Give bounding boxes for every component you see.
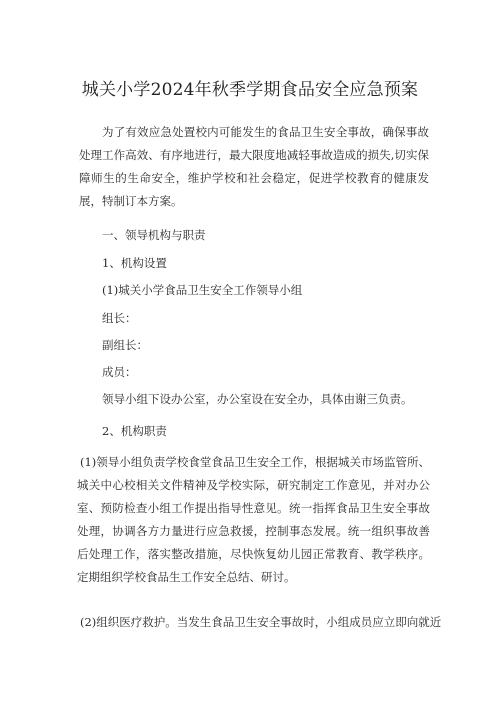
document-title: 城关小学2024年秋季学期食品安全应急预案 (81, 80, 419, 100)
intro-paragraph: 为了有效应急处置校内可能发生的食品卫生安全事故，确保事故处理工作高效、有序地进行，最大限度地减轻事故造成的损失,切实保障师生的生命安全，维护学校和社会稳定，促进学校教育的健康发展，特制订本方案。 (79, 125, 429, 208)
office-note: 领导小组下设办公室，办公室设在安全办，具体由谢三负责。 (102, 392, 413, 406)
duty-paragraph-1: (1)领导小组负责学校食堂食品卫生安全工作，根据城关市场监管所、城关中心校相关文件精神及学校实际，研究制定工作意见，并对办公室、预防检查小组工作提出指导性意见。统一指挥食品卫生安全事故处理，协调各方力量进行应急救援，控制事态发展。统一组织事故善后处理工作，落实整改措施，尽快恢复幼儿园正常教育、教学秩序。定期组织学校食品生工作安全总结、研讨。 (77, 455, 430, 584)
section-heading-leadership: 一、领导机构与职责 (102, 228, 206, 242)
group-name-line: (1)城关小学食品卫生安全工作领导小组 (102, 283, 303, 297)
subsection-heading-duties: 2、机构职责 (102, 424, 167, 438)
subsection-heading-organization: 1、机构设置 (102, 256, 167, 270)
deputy-leader-label: 副组长： (102, 338, 148, 352)
members-label: 成员： (102, 365, 137, 379)
leader-label: 组长： (102, 311, 137, 325)
duty-paragraph-2: (2)组织医疗救护。当发生食品卫生安全事故时，小组成员应立即向就近 (80, 615, 442, 629)
